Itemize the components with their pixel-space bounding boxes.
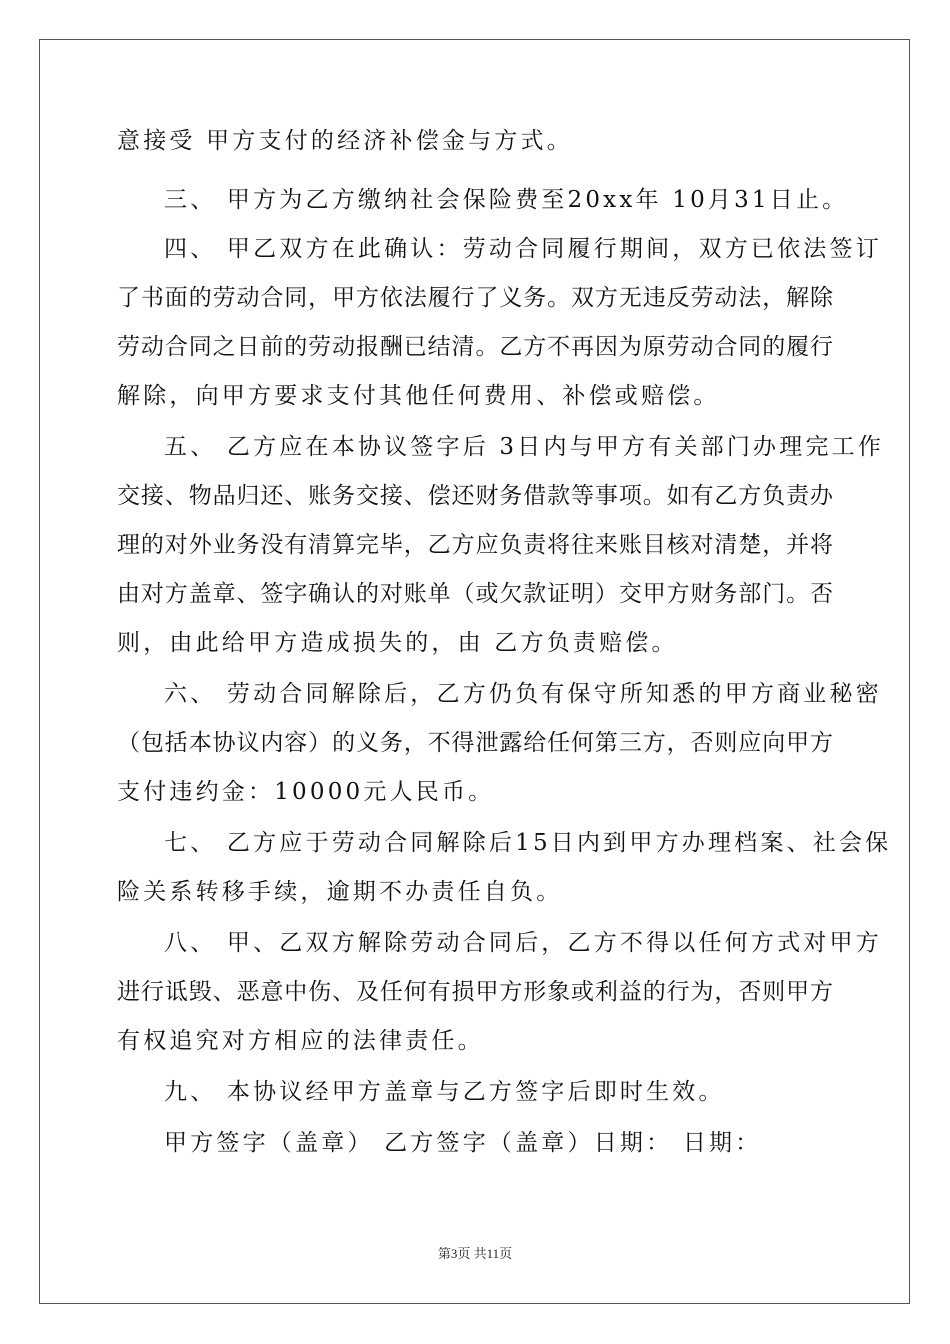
clause-7: 七、 乙方应于劳动合同解除后15日内到甲方办理档案、社会保 [164, 830, 892, 856]
clause-4: 四、 甲乙双方在此确认：劳动合同履行期间，双方已依法签订 [164, 236, 882, 262]
text-line: （包括本协议内容）的义务，不得泄露给任何第三方，否则应向甲方 [117, 730, 833, 756]
text-line: 交接、物品归还、账务交接、偿还财务借款等事项。如有乙方负责办 [117, 483, 833, 509]
clause-9: 九、 本协议经甲方盖章与乙方签字后即时生效。 [164, 1079, 725, 1105]
text-line: 理的对外业务没有清算完毕，乙方应负责将往来账目核对清楚，并将 [117, 532, 833, 558]
signature-line: 甲方签字（盖章） 乙方签字（盖章）日期： 日期： [164, 1130, 762, 1156]
clause-6: 六、 劳动合同解除后，乙方仍负有保守所知悉的甲方商业秘密 [164, 681, 882, 707]
page-border [39, 39, 910, 1304]
clause-5: 五、 乙方应在本协议签字后 3日内与甲方有关部门办理完工作 [164, 434, 885, 460]
text-line: 有权追究对方相应的法律责任。 [117, 1028, 484, 1054]
page-number-footer: 第3页 共11页 [437, 1246, 513, 1261]
text-line: 劳动合同之日前的劳动报酬已结清。乙方不再因为原劳动合同的履行 [117, 334, 833, 360]
text-line: 险关系转移手续，逾期不办责任自负。 [117, 879, 563, 905]
text-line: 了书面的劳动合同，甲方依法履行了义务。双方无违反劳动法，解除 [117, 285, 833, 311]
clause-8: 八、 甲、乙双方解除劳动合同后，乙方不得以任何方式对甲方 [164, 930, 882, 956]
text-line: 则，由此给甲方造成损失的，由 乙方负责赔偿。 [117, 630, 678, 656]
text-line: 意接受 甲方支付的经济补偿金与方式。 [117, 128, 573, 154]
clause-3: 三、 甲方为乙方缴纳社会保险费至20xx年 10月31日止。 [164, 187, 849, 213]
text-line: 支付违约金：10000元人民币。 [117, 779, 495, 805]
text-line: 由对方盖章、签字确认的对账单（或欠款证明）交甲方财务部门。否 [117, 581, 833, 607]
text-line: 解除，向甲方要求支付其他任何费用、补偿或赔偿。 [117, 383, 720, 409]
text-line: 进行诋毁、恶意中伤、及任何有损甲方形象或利益的行为，否则甲方 [117, 979, 833, 1005]
